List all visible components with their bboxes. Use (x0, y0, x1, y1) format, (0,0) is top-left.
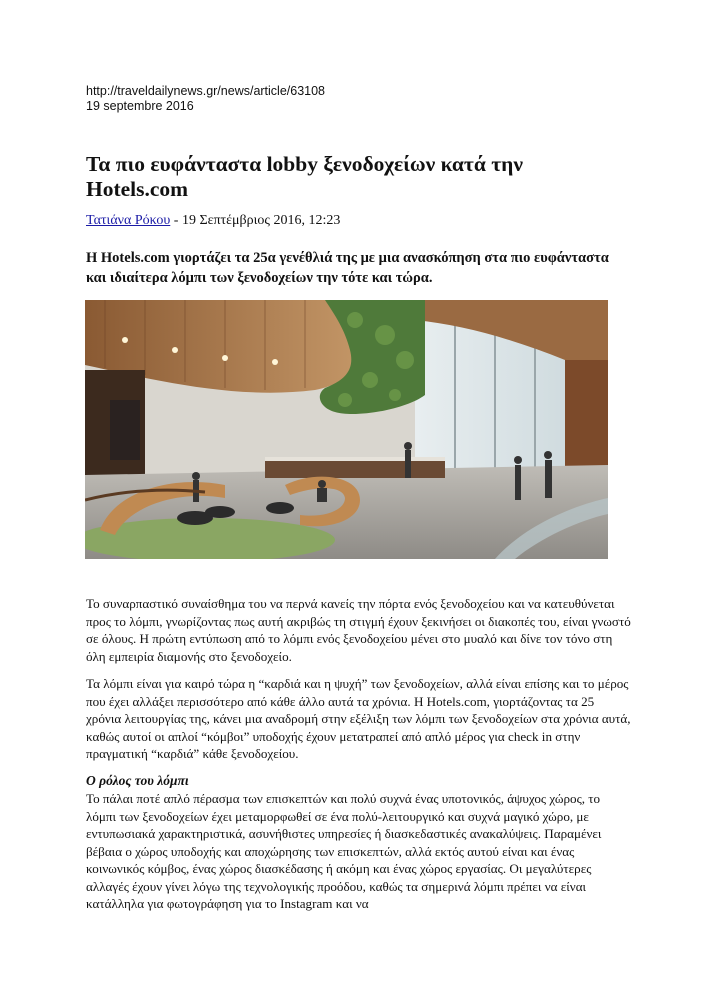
source-url: http://traveldailynews.gr/news/article/63108 (86, 84, 326, 98)
author-link[interactable]: Τατιάνα Ρόκου (86, 213, 171, 228)
source-info (86, 84, 325, 114)
paragraph-1: Το συναρπαστικό συναίσθημα του να περνά κανείς την πόρτα ενός ξενοδοχείου και να κατευθύνεται προς το λόμπι, γνωρίζοντας πως αυτή ακριβώς τη στιγμή έχουν ξεκινήσει οι διακοπές του, είναι γνωστό σε όλους. Η πρώτη εντύπωση από το λόμπι ενός ξενοδοχείου μένει στο μυαλό και δίνε τον τόνο στη όλη εμπειρία διαμονής στο ξενοδοχείο. (86, 596, 631, 664)
byline-separator: - (170, 213, 182, 228)
article-title: Τα πιο ευφάνταστα lobby ξενοδοχείων κατά την Hotels.com (86, 152, 523, 201)
reception-top (265, 457, 445, 461)
screen-panel (110, 400, 140, 460)
paragraph-3: Το πάλαι ποτέ απλό πέρασμα των επισκεπτών και πολύ συχνά ένας υποτονικός, άψυχος χώρος, το λόμπι των ξενοδοχείων έχει μεταμορφωθεί σε ένα πολύ-λειτουργικό και συχνά μαγικό χώρο, με εντυπωσιακά χαρακτηριστικά, ασυνήθιστες υπηρεσίες ή διασκεδαστικές ανακαλύψεις. Παραμένει βέβαια ο χώρος υποδοχής και αποχώρησης των επισκεπτών, αλλά εκτός αυτού είναι και ένας κοινωνικός κόμβος, ένας χώρος διασκέδασης ή ακόμη και ένας χώρος εργασίας. Οι μεγαλύτερες αλλαγές έχουν γίνει λόγω της τεχνολογικής προόδου, καθώς τα σημερινά λόμπι πρέπει να είναι κατάλληλα για φωτογράφηση για το Instagram και να (86, 791, 602, 911)
source-date: 19 septembre 2016 (86, 99, 194, 113)
reception-desk (265, 460, 445, 478)
byline (86, 213, 340, 229)
lobby-photo (85, 300, 608, 559)
publish-date: 19 Σεπτέμβριος 2016, 12:23 (181, 213, 341, 228)
article-lead: Η Hotels.com γιορτάζει τα 25α γενέθλιά της με μια ανασκόπηση στα πιο ευφάνταστα και ιδιαίτερα λόμπι των ξενοδοχείων την τότε και τώρα. (86, 250, 609, 286)
paragraph-2: Τα λόμπι είναι για καιρό τώρα η “καρδιά και η ψυχή” των ξενοδοχείων, αλλά είναι επίσης και το μέρος που έχει αλλάξει περισσότερο από κάθε άλλο αυτά τα χρόνια. Η Hotels.com, γιορτάζοντας τα 25 χρόνια λειτουργίας της, κάνει μια αναδρομή στην εξέλιξη των λόμπι των ξενοδοχείων στα χρόνια αυτά, καθώς αυτοί οι απλοί “κόμβοι” υποδοχής έχουν μετατραπεί από απλό μέρος για check in στην πραγματική “καρδιά” κάθε ξενοδοχείου. (86, 676, 631, 761)
subheading-role-of-lobby: Ο ρόλος του λόμπι (86, 773, 189, 788)
